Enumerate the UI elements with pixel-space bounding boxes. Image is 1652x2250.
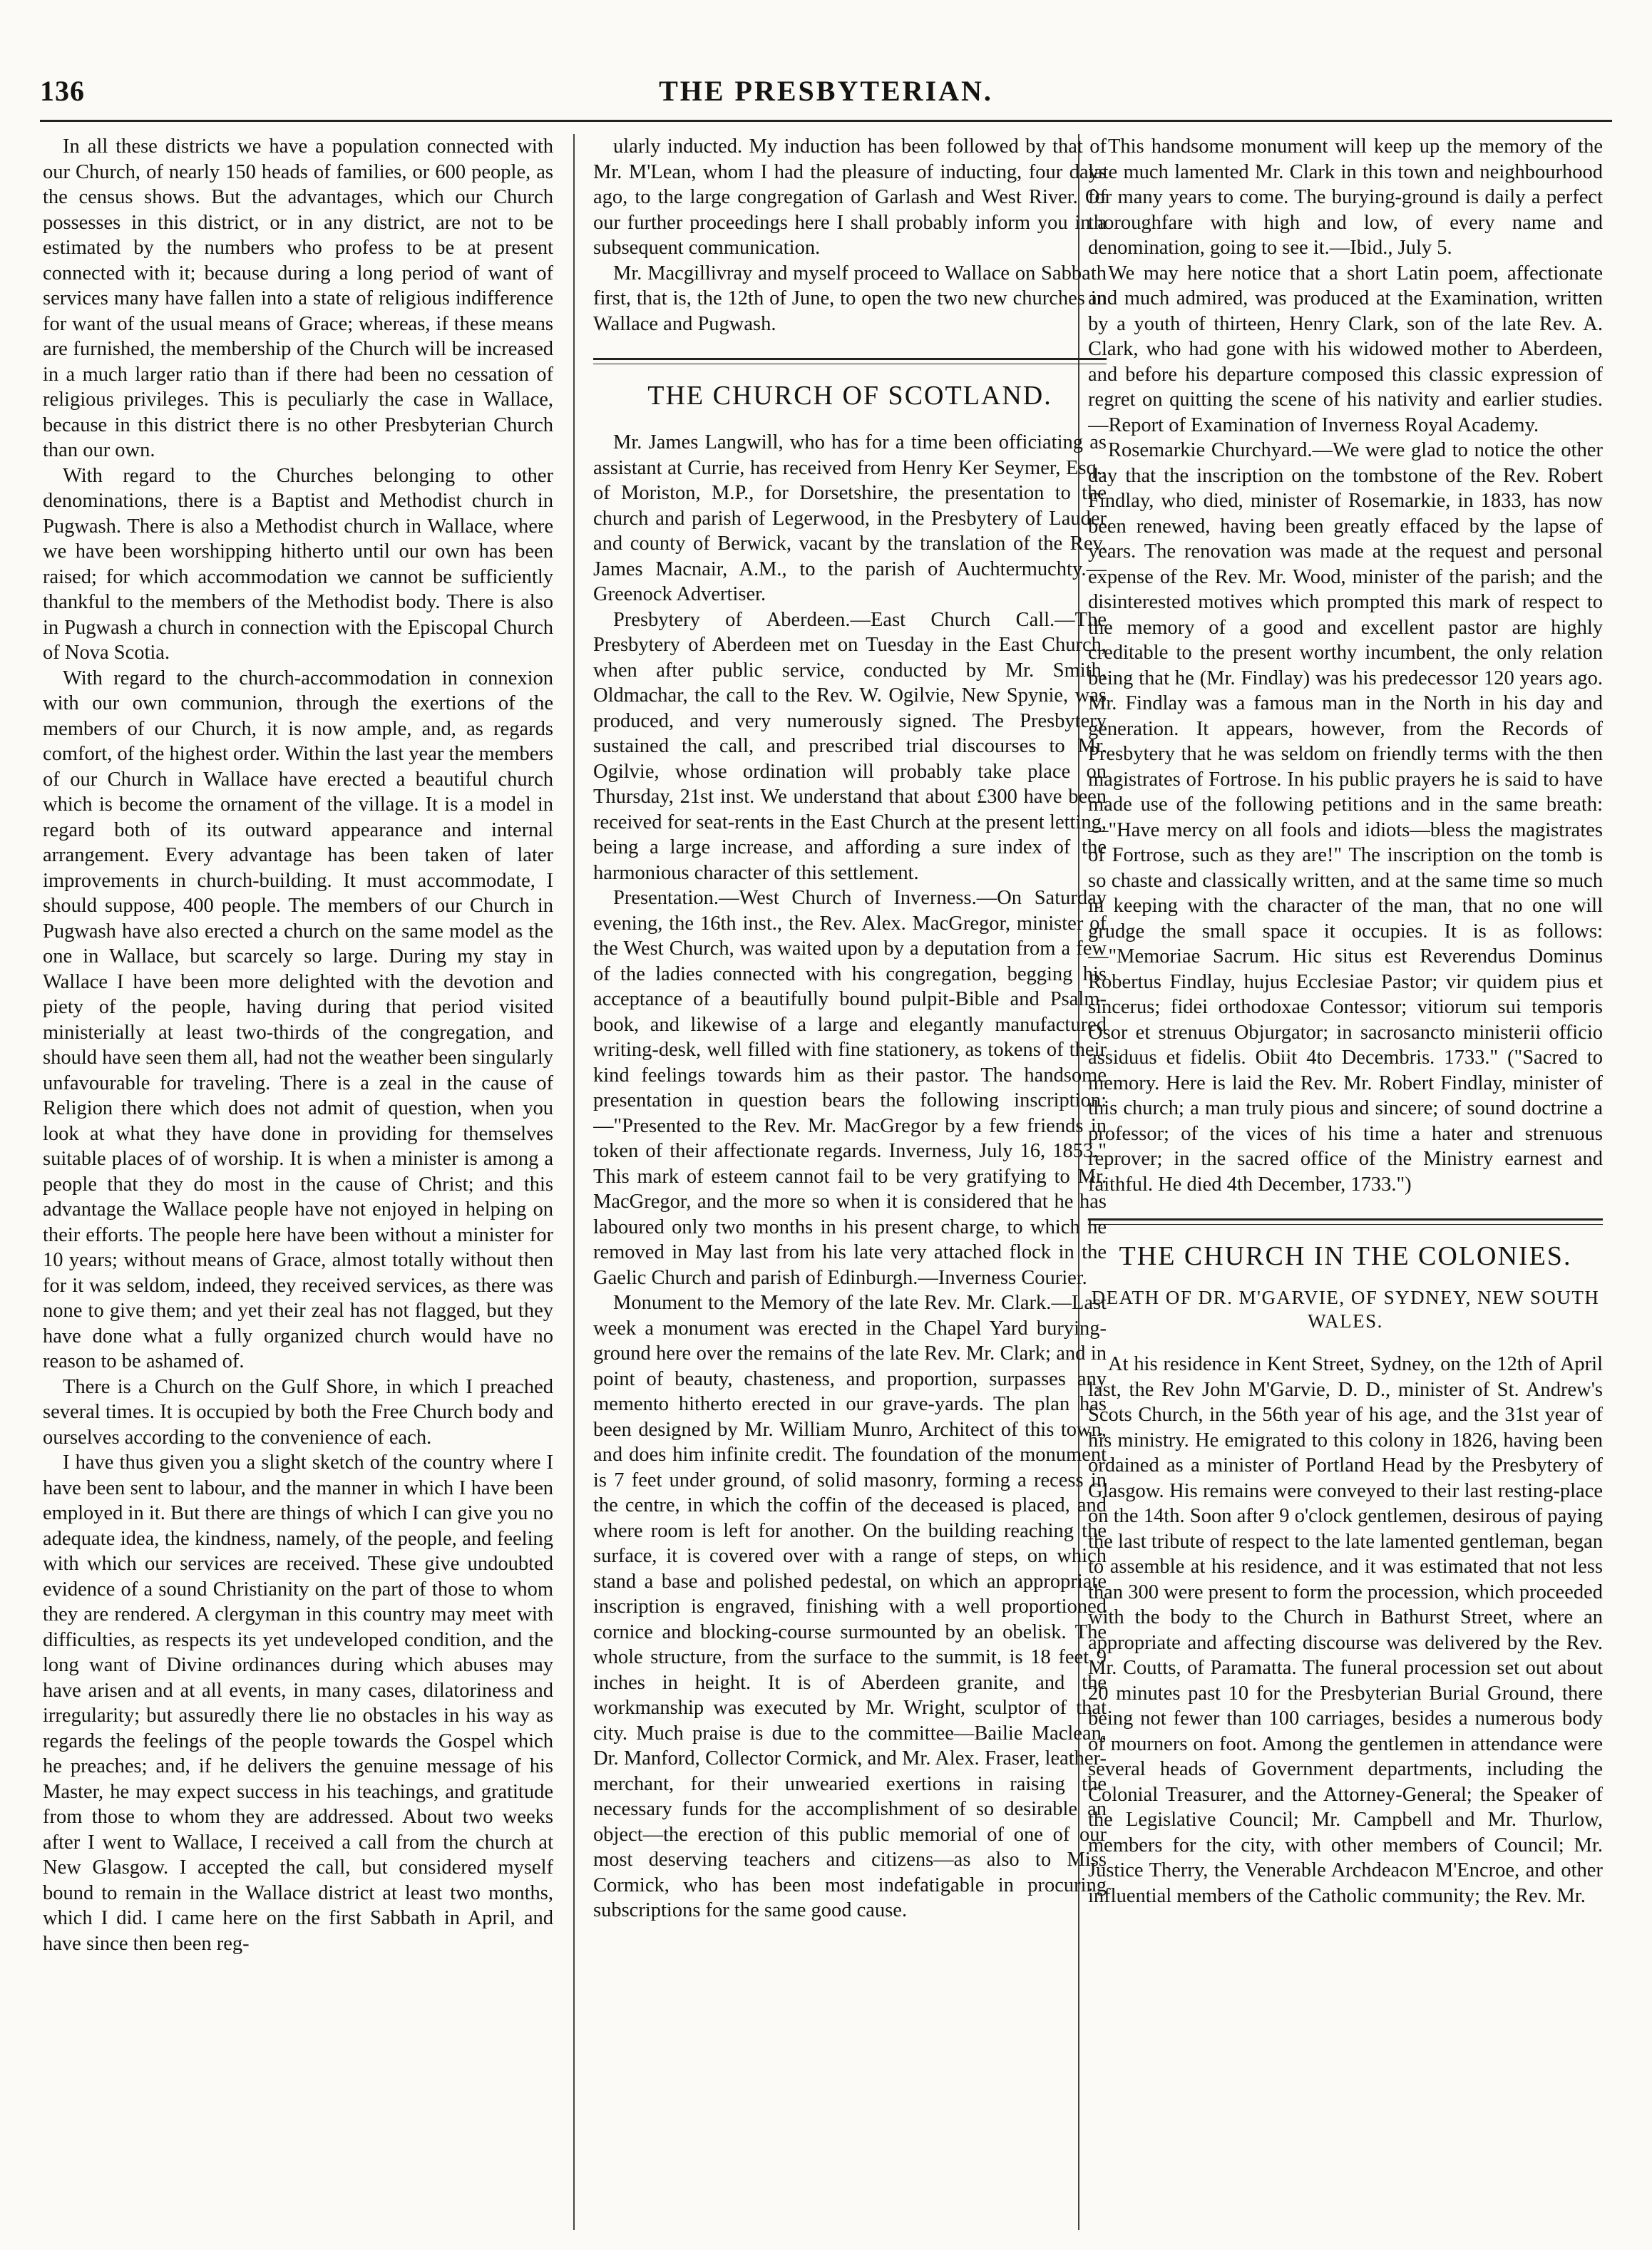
running-title: THE PRESBYTERIAN. <box>659 75 993 107</box>
paragraph: In all these districts we have a population connected with our Church, of nearly 150 heads of families, or 600 people, as the census shows. But the advantages, which our Church possesses in this district, or in any district, are not to be estimated by the numbers who profess to be at present connected with it; because during a long period of want of services many have fallen into a state of religious indifference for want of the usual means of Grace; whereas, if these means are furnished, the membership of the Church will be increased in a much larger ratio than if there had been no cessation of religious privileges. This is peculiarly the case in Wallace, because in this district there is no other Presbyterian Church than our own. <box>43 135 553 461</box>
paragraph: With regard to the church-accommodation in connexion with our own communion, through the exertions of the members of our Church, it is now ample, and, as regards comfort, of the highest order. Within the last year the members of our Church in Wallace have erected a beautiful church which is become the ornament of the village. It is a model in regard both of its outward appearance and internal arrangement. Every advantage has been taken of later improvements in church-building. It must accommodate, I should suppose, 400 people. The members of our Church in Pugwash have also erected a church on the same model as the one in Wallace, but scarcely so large. During my stay in Wallace I have been more delighted with the devotion and piety of the people, having during that period visited ministerially at least two-thirds of the congregation, and should have seen them all, had not the weather been singularly unfavourable for traveling. There is a zeal in the cause of Religion there which does not admit of question, when you look at what they have done in providing for themselves suitable places of of worship. It is when a minister is among a people that they do most in the cause of Christ; and this advantage the Wallace people have not enjoyed in helping on their efforts. The people here have been without a minister for 10 years; without means of Grace, almost totally without then for it was seldom, indeed, they received services, as there was none to give them; and yet their zeal has not flagged, but they have done what a fully organized church would have no reason to be ashamed of. <box>43 667 553 1372</box>
paragraph: ularly inducted. My induction has been followed by that of Mr. M'Lean, whom I had the pleasure of inducting, four days ago, to the large congregation of Garlash and West River. Of our further proceedings here I shall probably inform you in a subsequent communication. <box>593 135 1107 259</box>
section-rule <box>1088 1218 1603 1225</box>
paragraph: At his residence in Kent Street, Sydney, on the 12th of April last, the Rev John M'Garvie, D. D., minister of St. Andrew's Scots Church, in the 56th year of his age, and the 31st year of his ministry. He emigrated to this colony in 1826, having been ordained as a minister of Portland Head by the Presbytery of Glasgow. His remains were conveyed to their last resting-place on the 14th. Soon after 9 o'clock gentlemen, desirous of paying the last tribute of respect to the late lamented gentleman, began to assemble at his residence, and it was estimated that not less than 300 were present to form the procession, which proceeded with the body to the Church in Bathurst Street, where an appropriate and affecting discourse was delivered by the Rev. Mr. Coutts, of Paramatta. The funeral procession set out about 20 minutes past 10 for the Presbyterian Burial Ground, there being not fewer than 100 carriages, besides a numerous body of mourners on foot. Among the gentlemen in attendance were several heads of Government departments, including the Colonial Treasurer, and the Attorney-General; the Speaker of the Legislative Council; Mr. Campbell and Mr. Thurlow, members for the city, with other members of Council; Mr. Justice Therry, the Venerable Archdeacon M'Encroe, and other influential members of the Catholic community; the Rev. Mr. <box>1088 1353 1603 1907</box>
section-header-church-in-colonies <box>1088 1218 1603 1333</box>
paragraph: Mr. James Langwill, who has for a time been officiating as assistant at Currie, has received from Henry Ker Seymer, Esq., of Moriston, M.P., for Dorsetshire, the presentation to the church and parish of Legerwood, in the Presbytery of Lauder and county of Berwick, vacant by the translation of the Rev. James Macnair, A.M., to the parish of Auchtermuchty.—Greenock Advertiser. <box>593 431 1107 605</box>
paragraph: I have thus given you a slight sketch of the country where I have been sent to labour, and the manner in which I have been employed in it. But there are things of which I can give you no adequate idea, the kindness, namely, of the people, and feeling with which our services are received. These give undoubted evidence of a sound Christianity on the part of those to whom they are rendered. A clergyman in this country may meet with difficulties, as respects its yet undeveloped condition, and the long want of Divine ordinances during which abuses may have arisen and at all events, in many cases, dilatoriness and irregularity; but assuredly there lie no obstacles in his way as regards the feelings of the people towards the Gospel which he preaches; and, if he delivers the genuine message of his Master, he may expect success in his teachings, and gratitude from those to whom they are addressed. About two weeks after I went to Wallace, I received a call from the church at New Glasgow. I accepted the call, but considered myself bound to remain in the Wallace district at least two months, which I did. I came here on the first Sabbath in April, and have since then been reg- <box>43 1452 553 1955</box>
paragraph: With regard to the Churches belonging to other denominations, there is a Baptist and Methodist church in Pugwash. There is also a Methodist church in Wallace, where we have been worshipping hitherto until our own has been raised; for which accommodation we cannot be sufficiently thankful to the members of the Methodist body. There is also in Pugwash a church in connection with the Episcopal Church of Nova Scotia. <box>43 464 553 664</box>
column-middle <box>593 134 1107 2230</box>
paragraph: We may here notice that a short Latin poem, affectionate and much admired, was produced at the Examination, written by a youth of thirteen, Henry Clark, son of the late Rev. A. Clark, who had gone with his widowed mother to Aberdeen, and before his departure composed this classic expression of regret on quitting the scene of his nativity and earlier studies.—Report of Examination of Inverness Royal Academy. <box>1088 262 1603 436</box>
article-subheading: DEATH OF DR. M'GARVIE, OF SYDNEY, NEW SOUTH WALES. <box>1091 1287 1600 1332</box>
header-rule <box>40 120 1612 122</box>
paragraph: Presentation.—West Church of Inverness.—On Saturday evening, the 16th inst., the Rev. Alex. MacGregor, minister of the West Church, was waited upon by a deputation from a few of the ladies connected with his congregation, begging his acceptance of a beautifully bound pulpit-Bible and Psalm-book, and likewise of a large and elegantly manufactured writing-desk, well filled with fine stationery, as tokens of their kind feelings towards him as their pastor. The handsome presentation in question bears the following inscription:—"Presented to the Rev. Mr. MacGregor by a few friends in token of their affectionate regards. Inverness, July 16, 1853." This mark of esteem cannot fail to be very gratifying to Mr. MacGregor, and the more so when it is considered that he has laboured only two months in his present charge, to which he removed in May last from his late very attached flock in the Gaelic Church and parish of Edinburgh.—Inverness Courier. <box>593 887 1107 1289</box>
column-left <box>43 134 553 2230</box>
section-rule <box>593 358 1107 364</box>
page-header <box>40 74 1612 117</box>
section-header-church-of-scotland <box>593 358 1107 411</box>
paragraph: This handsome monument will keep up the memory of the late much lamented Mr. Clark in this town and neighbourhood for many years to come. The burying-ground is daily a perfect thoroughfare with high and low, of every name and denomination, going to see it.—Ibid., July 5. <box>1088 135 1603 259</box>
column-right <box>1088 134 1603 2230</box>
section-title: THE CHURCH IN THE COLONIES. <box>1119 1241 1572 1271</box>
column-divider <box>573 134 575 2230</box>
paragraph: Monument to the Memory of the late Rev. Mr. Clark.—Last week a monument was erected in the Chapel Yard burying-ground here over the remains of the late Rev. Mr. Clark; and in point of beauty, chasteness, and proportion, surpasses any memento hitherto erected in our grave-yards. The plan has been designed by Mr. William Munro, Architect of this town, and does him infinite credit. The foundation of the monument is 7 feet under ground, of solid masonry, forming a recess in the centre, in which the coffin of the deceased is placed, and where room is left for another. On the building reaching the surface, it is covered over with a range of steps, on which stand a base and polished pedestal, on which an appropriate inscription is engraved, finishing with a well proportioned cornice and blocking-course surmounted by an obelisk. The whole structure, from the surface to the summit, is 18 feet 9 inches in height. It is of Aberdeen granite, and the workmanship was executed by Mr. Wright, sculptor of that city. Much praise is due to the committee—Bailie Maclean, Dr. Manford, Collector Cormick, and Mr. Alex. Fraser, leather-merchant, for their unwearied exertions in raising the necessary funds for the accomplishment of so desirable an object—the erection of this public memorial of one of our most deserving teachers and citizens—as also to Miss Cormick, who has been most indefatigable in procuring subscriptions for the same good cause. <box>593 1292 1107 1921</box>
paragraph: Presbytery of Aberdeen.—East Church Call.—The Presbytery of Aberdeen met on Tuesday in the East Church, when after public service, conducted by Mr. Smith, Oldmachar, the call to the Rev. W. Ogilvie, New Spynie, was produced, and very numerously signed. The Presbytery sustained the call, and prescribed trial discourses to Mr. Ogilvie, whose ordination will probably take place on Thursday, 21st inst. We understand that about £300 have been received for seat-rents in the East Church at the present letting, being a large increase, and affording a sure index of the harmonious character of this settlement. <box>593 608 1107 884</box>
page-number: 136 <box>40 75 85 107</box>
paragraph: Mr. Macgillivray and myself proceed to Wallace on Sabbath first, that is, the 12th of June, to open the two new churches in Wallace and Pugwash. <box>593 262 1107 335</box>
paragraph: There is a Church on the Gulf Shore, in which I preached several times. It is occupied by both the Free Church body and ourselves according to the convenience of each. <box>43 1375 553 1449</box>
paragraph: Rosemarkie Churchyard.—We were glad to notice the other day that the inscription on the tombstone of the Rev. Robert Findlay, who died, minister of Rosemarkie, in 1833, has now been renewed, having been greatly effaced by the lapse of years. The renovation was made at the request and personal expense of the Rev. Mr. Wood, minister of the parish; and the disinterested motives which prompted this mark of respect to the memory of a good and excellent pastor are highly creditable to the present worthy incumbent, the only relation being that he (Mr. Findlay) was his predecessor 120 years ago. Mr. Findlay was a famous man in the North in his day and generation. It appears, however, from the Records of Presbytery that he was seldom on friendly terms with the then magistrates of Fortrose. In his public prayers he is said to have made use of the following petitions and in the same breath:—"Have mercy on all fools and idiots—bless the magistrates of Fortrose, such as they are!" The inscription on the tomb is so chaste and classically written, and at the same time so much in keeping with the character of the man, that no one will grudge the small space it occupies. It is as follows:—"Memoriae Sacrum. Hic situs est Reverendus Dominus Robertus Findlay, hujus Ecclesiae Pastor; vir quidem pius et sincerus; fidei orthodoxae Contessor; vitiorum sui temporis Osor et strenuus Objurgator; in sacrosancto ministerii officio assiduus et fidelis. Obiit 4to Decembris. 1733." ("Sacred to memory. Here is laid the Rev. Mr. Robert Findlay, minister of this church; a man truly pious and sincere; of sound doctrine a professor; of the vices of his time a hater and strenuous reprover; in the sacred office of the Ministry earnest and faithful. He died 4th December, 1733.") <box>1088 439 1603 1196</box>
section-title: THE CHURCH OF SCOTLAND. <box>647 381 1052 411</box>
